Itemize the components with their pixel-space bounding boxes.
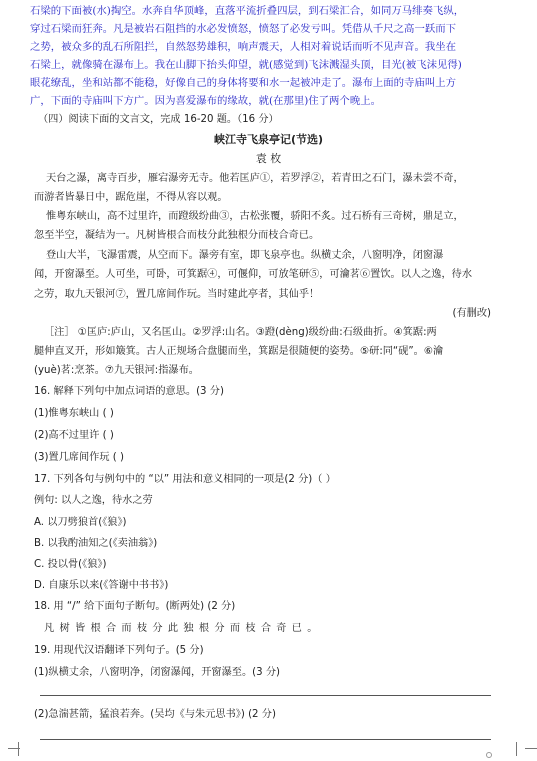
passage-line: 而游者皆暴日中，踞危崖，不得从容以观。 (34, 192, 228, 203)
translation-line: 眼花缭乱，坐和站都不能稳，好像自己的身体将要和水一起被冲走了。瀑布上面的寺庙叫上方 (30, 77, 457, 89)
passage-line: 登山大半，飞瀑雷震，从空而下。瀑旁有室，即飞泉亭也。纵横丈余，八窗明净，闭窗瀑 (46, 250, 444, 261)
question-16-item: (3)置几席间作玩 ( ) (34, 452, 124, 463)
answer-line (40, 695, 491, 696)
answer-line (40, 739, 491, 740)
passage-author: 袁 枚 (255, 152, 282, 165)
translation-line: 之势，被众多的乱石所阻拦，自然怒势雄积，响声震天，人相对着说话而听不见声音。我坐在 (30, 41, 457, 53)
note-line: ［注］ ①匡庐:庐山，又名匡山。②罗浮:山名。③蹬(dèng)级纷曲:石级曲折。④箕踞:两 (44, 327, 437, 338)
note-line: (yuè)茗:烹茶。⑦九天银河:指瀑布。 (34, 365, 199, 376)
passage-title: 峡江寺飞泉亭记(节选) (213, 133, 324, 146)
question-17-stem: 17. 下列各句与例句中的 “以” 用法和意义相同的一项是(2 分)（ ） (34, 474, 336, 485)
question-19-item-2: (2)急湍甚箭，猛浪若奔。(吴均《与朱元思书》) (2 分) (34, 709, 276, 720)
translation-line: 穿过石梁而狂奔。凡是被岩石阻挡的水必发愤怒，愤怒了必发亏叫。凭借从千尺之高一跃而下 (30, 23, 457, 35)
crop-mark (516, 742, 527, 756)
question-16-item: (1)惟粤东峡山 ( ) (34, 408, 114, 419)
question-17-example: 例句: 以人之逸，待水之劳 (34, 495, 153, 506)
crop-mark (8, 748, 20, 749)
note-line: 腿伸直叉开，形如簸箕。古人正规场合盘腿而坐，箕踞是很随便的姿势。⑤研:同“砚”。⑥瀹 (34, 346, 444, 357)
question-17-option: C. 投以骨(《狼》) (34, 559, 107, 570)
translation-line: 石梁的下面被(水)掏空。水奔自华顶峰，直落平流折叠四层，到石梁汇合，如同万马绯奏飞纵， (30, 5, 465, 17)
passage-line: 忽至半空，凝结为一。凡树皆根合而枝分此独根分而枝合奇已。 (34, 230, 320, 241)
passage-line: 天台之瀑，离寺百步，雁宕瀑旁无寺。他若匡庐①，若罗浮②，若青田之石门，瀑未尝不奇， (46, 173, 464, 184)
translation-line: 石梁上，就像骑在瀑布上。我在山脚下抬头仰望，就(感觉到)飞沫溅湿头顶，目光(被飞沫见得) (30, 59, 462, 71)
passage-line: 闻，开窗瀑至。人可坐，可卧，可箕踞④，可偃仰，可放笔研⑤，可瀹茗⑥置饮。以人之逸，待水 (34, 269, 473, 280)
passage-line: 之劳，取九天银河⑦，置几席间作玩。当时建此亭者，其仙乎！ (34, 289, 320, 300)
section-header: （四）阅读下面的文言文，完成 16-20 题。（16 分） (38, 114, 279, 125)
question-17-option: D. 自康乐以来(《答谢中书书》) (34, 580, 169, 591)
question-16-stem: 16. 解释下列句中加点词语的意思。(3 分) (34, 386, 224, 397)
passage-source: (有删改) (452, 308, 491, 319)
question-17-option: A. 以刀劈狼首(《狼》) (34, 517, 127, 528)
crop-mark (525, 748, 537, 749)
translation-line: 广，下面的寺庙叫下方广。因为喜爱瀑布的缘故，就(在那里)住了两个晚上。 (30, 95, 381, 107)
question-18-sentence: 凡树皆根合而枝分此独根分而枝合奇已。 (44, 623, 323, 634)
paragraph-mark-icon (486, 752, 492, 758)
passage-line: 惟粤东峡山，高不过里许，而蹬级纷曲③，古松张覆，骄阳不炙。过石桥有三奇树，鼎足立， (46, 211, 464, 222)
crop-mark (8, 742, 19, 756)
question-19-stem: 19. 用现代汉语翻译下列句子。(5 分) (34, 645, 204, 656)
question-19-item-1: (1)纵横丈余，八窗明净，闭窗瀑闻，开窗瀑至。(3 分) (34, 667, 281, 678)
question-16-item: (2)高不过里许 ( ) (34, 430, 114, 441)
question-17-option: B. 以我酌油知之(《卖油翁》) (34, 538, 158, 549)
question-18-stem: 18. 用 “/” 给下面句子断句。(断两处) (2 分) (34, 601, 236, 612)
